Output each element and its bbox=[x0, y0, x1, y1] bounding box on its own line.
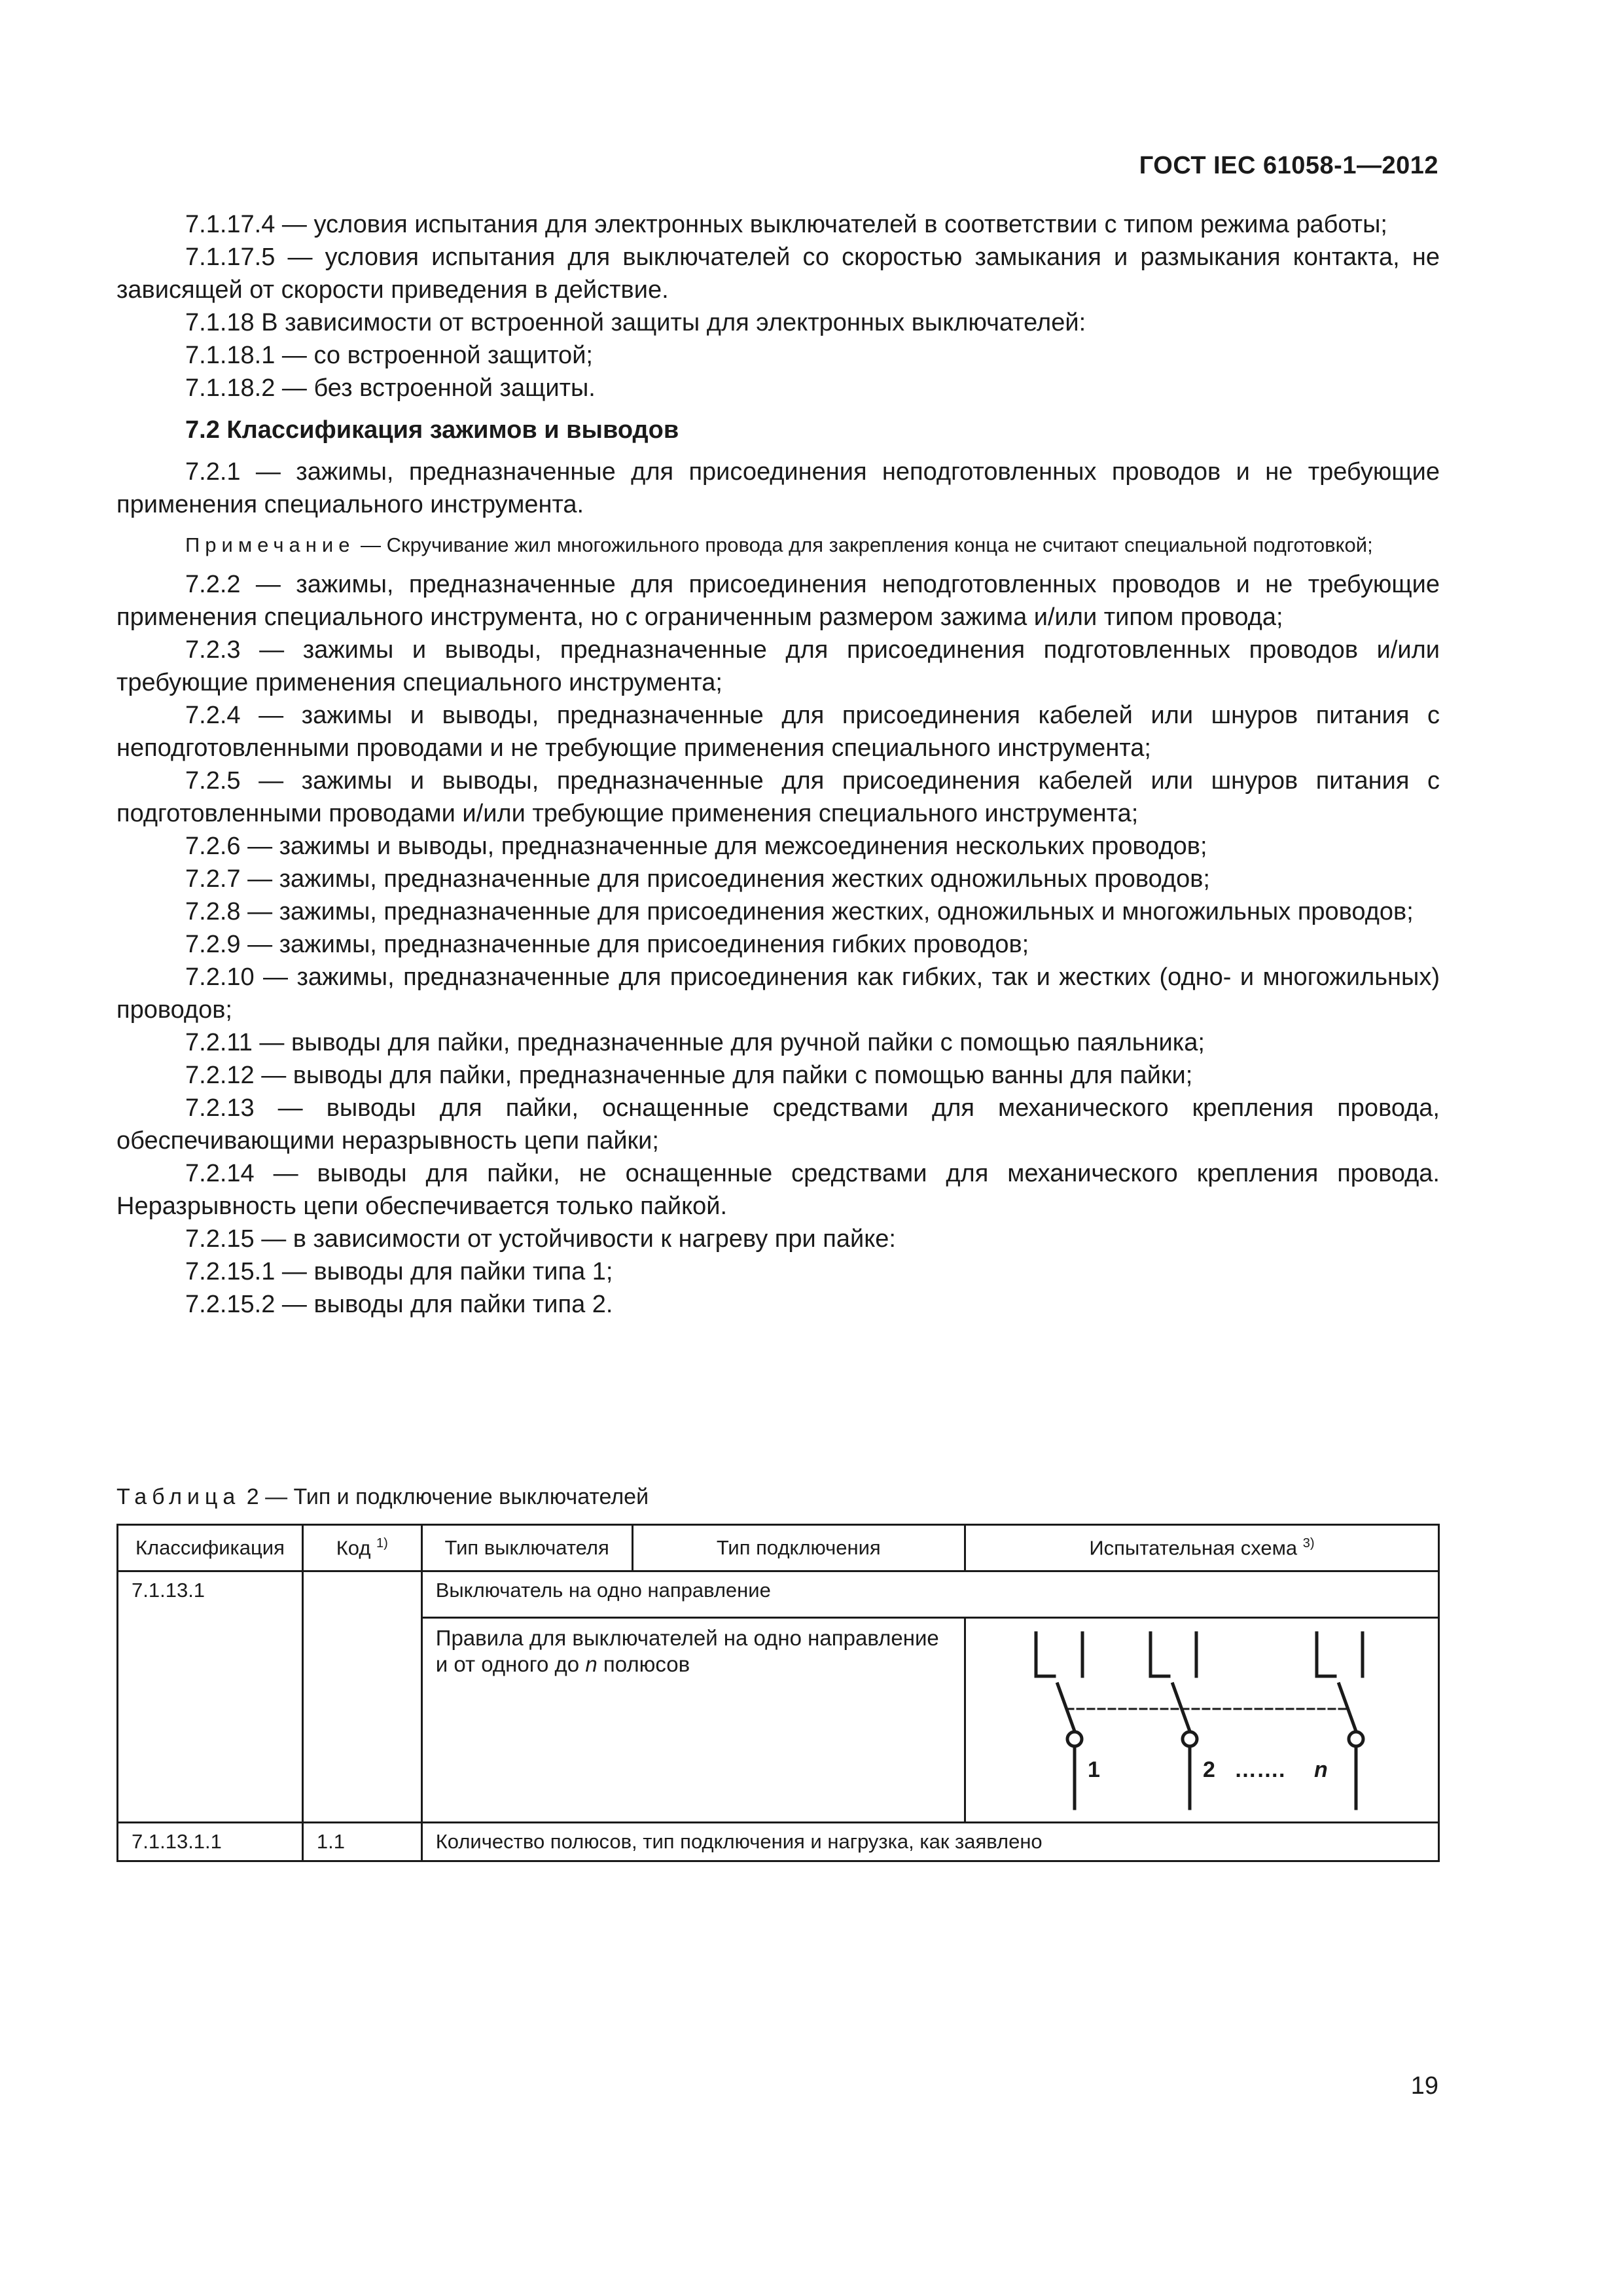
page-number: 19 bbox=[1410, 2072, 1438, 2100]
header-test-scheme-label: Испытательная схема bbox=[1089, 1536, 1298, 1560]
body-text bbox=[116, 208, 1440, 1321]
header-classification-label: Классификация bbox=[135, 1536, 285, 1559]
paragraph: 7.1.17.5 — условия испытания для выключателей со скоростью замыкания и размыкания контакта, не зависящей от скорости приведения в действие. bbox=[116, 243, 1440, 304]
single-direction-switch-diagram bbox=[966, 1619, 1438, 1816]
table-caption bbox=[116, 1484, 649, 1510]
cell-code bbox=[302, 1571, 421, 1823]
footnote-ref: 1) bbox=[376, 1535, 388, 1551]
table-caption-label: Таблица bbox=[116, 1484, 241, 1509]
paragraph: 7.2.13 — выводы для пайки, оснащенные средствами для механического крепления провода, обеспечивающими неразрывность цепи пайки; bbox=[116, 1094, 1440, 1155]
paragraph: 7.2.14 — выводы для пайки, не оснащенные средствами для механического крепления провода. Неразрывность цепи обеспечивается только пайкой. bbox=[116, 1160, 1440, 1220]
cell-classification: 7.1.13.1.1 bbox=[118, 1823, 303, 1861]
paragraph: 7.2.15.1 — выводы для пайки типа 1; bbox=[185, 1258, 613, 1285]
table-row bbox=[118, 1571, 1439, 1618]
pole-label-2: 2 bbox=[1202, 1757, 1215, 1782]
header-code-label: Код bbox=[336, 1536, 371, 1560]
switch-pole-1 bbox=[1036, 1633, 1082, 1808]
table-header-row bbox=[118, 1525, 1439, 1571]
rule-text-end: полюсов bbox=[597, 1652, 690, 1676]
header-connection-type-label: Тип подключения bbox=[716, 1536, 881, 1559]
paragraph: 7.2.2 — зажимы, предназначенные для присоединения неподготовленных проводов и не требующие применения специального инструмента, но с ограниченным размером зажима и/или типом провода; bbox=[116, 571, 1440, 631]
paragraph: 7.2.1 — зажимы, предназначенные для присоединения неподготовленных проводов и не требующие применения специального инструмента. bbox=[116, 458, 1440, 518]
switch-type-table bbox=[116, 1524, 1440, 1862]
paragraph: 7.1.18 В зависимости от встроенной защиты для электронных выключателей: bbox=[185, 309, 1086, 336]
table-caption-text: 2 — Тип и подключение выключателей bbox=[240, 1484, 649, 1509]
header-code bbox=[302, 1525, 421, 1571]
cell-rule bbox=[421, 1618, 965, 1823]
paragraph: 7.2.4 — зажимы и выводы, предназначенные для присоединения кабелей или шнуров питания с неподготовленными проводами и не требующие применения специального инструмента; bbox=[116, 702, 1440, 762]
pole-label-dots: ……. bbox=[1234, 1757, 1285, 1782]
note-label: Примечание bbox=[185, 533, 355, 556]
cell-code: 1.1 bbox=[302, 1823, 421, 1861]
paragraph: 7.2.15 — в зависимости от устойчивости к нагреву при пайке: bbox=[185, 1225, 896, 1253]
paragraph: 7.2.7 — зажимы, предназначенные для присоединения жестких одножильных проводов; bbox=[185, 865, 1210, 893]
footnote-ref: 3) bbox=[1302, 1535, 1315, 1551]
rule-n: n bbox=[585, 1652, 597, 1676]
header-test-scheme bbox=[965, 1525, 1438, 1571]
paragraph: 7.2.6 — зажимы и выводы, предназначенные для межсоединения нескольких проводов; bbox=[185, 833, 1207, 860]
cell-description: Количество полюсов, тип подключения и нагрузка, как заявлено bbox=[421, 1823, 1438, 1861]
paragraph: 7.2.10 — зажимы, предназначенные для присоединения как гибких, так и жестких (одно- и многожильных) проводов; bbox=[116, 963, 1440, 1024]
header-switch-type bbox=[421, 1525, 632, 1571]
paragraph: 7.2.3 — зажимы и выводы, предназначенные для присоединения подготовленных проводов и/или требующие применения специального инструмента; bbox=[116, 636, 1440, 696]
paragraph: 7.2.5 — зажимы и выводы, предназначенные для присоединения кабелей или шнуров питания с подготовленными проводами и/или требующие применения специального инструмента; bbox=[116, 767, 1440, 827]
note-text: — Скручивание жил многожильного провода для закрепления конца не считают специальной подготовкой; bbox=[355, 533, 1373, 556]
rule-text: Правила для выключателей на одно направление и от одного до bbox=[435, 1626, 939, 1676]
header-connection-type bbox=[632, 1525, 965, 1571]
note bbox=[116, 531, 1440, 559]
cell-test-scheme bbox=[965, 1618, 1438, 1823]
cell-classification: 7.1.13.1 bbox=[118, 1571, 303, 1823]
paragraph: 7.2.12 — выводы для пайки, предназначенные для пайки с помощью ванны для пайки; bbox=[185, 1062, 1193, 1089]
paragraph: 7.1.18.2 — без встроенной защиты. bbox=[185, 374, 596, 402]
pole-label-n: n bbox=[1313, 1757, 1328, 1782]
header-classification bbox=[118, 1525, 303, 1571]
paragraph: 7.2.11 — выводы для пайки, предназначенные для ручной пайки с помощью паяльника; bbox=[185, 1029, 1205, 1056]
paragraph: 7.2.15.2 — выводы для пайки типа 2. bbox=[185, 1291, 613, 1318]
section-heading: 7.2 Классификация зажимов и выводов bbox=[185, 416, 679, 444]
pole-label-1: 1 bbox=[1087, 1757, 1100, 1782]
cell-description: Выключатель на одно направление bbox=[421, 1571, 1438, 1618]
table-row bbox=[118, 1823, 1439, 1861]
switch-pole-2 bbox=[1150, 1633, 1197, 1808]
paragraph: 7.2.9 — зажимы, предназначенные для присоединения гибких проводов; bbox=[185, 931, 1029, 958]
standard-header: ГОСТ IEC 61058-1—2012 bbox=[1139, 152, 1438, 179]
paragraph: 7.2.8 — зажимы, предназначенные для присоединения жестких, одножильных и многожильных проводов; bbox=[185, 898, 1414, 925]
header-switch-type-label: Тип выключателя bbox=[444, 1536, 609, 1559]
paragraph: 7.1.18.1 — со встроенной защитой; bbox=[185, 342, 593, 369]
paragraph: 7.1.17.4 — условия испытания для электронных выключателей в соответствии с типом режима работы; bbox=[185, 211, 1387, 238]
